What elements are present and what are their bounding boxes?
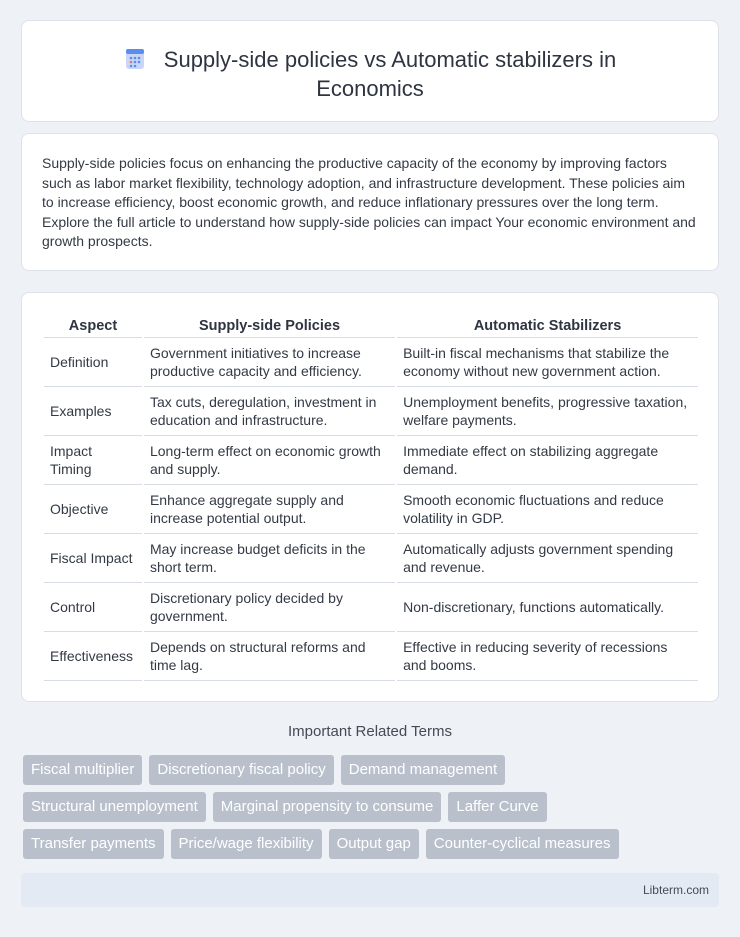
table-row [44, 485, 698, 534]
related-term-tag[interactable]: Transfer payments [23, 829, 164, 859]
row-stabilizers: Unemployment benefits, progressive taxation, welfare payments. [397, 387, 698, 436]
page-title [22, 45, 718, 103]
row-aspect: Definition [44, 338, 142, 387]
row-stabilizers: Effective in reducing severity of recessions and booms. [397, 632, 698, 681]
footer [21, 873, 719, 907]
row-aspect: Objective [44, 485, 142, 534]
table-row [44, 338, 698, 387]
table-row [44, 387, 698, 436]
related-term-tag[interactable]: Structural unemployment [23, 792, 206, 822]
row-aspect: Control [44, 583, 142, 632]
related-term-tag[interactable]: Laffer Curve [448, 792, 546, 822]
row-supply-side: May increase budget deficits in the short term. [144, 534, 395, 583]
related-term-tag[interactable]: Demand management [341, 755, 505, 785]
related-term-tag[interactable]: Counter-cyclical measures [426, 829, 619, 859]
header-automatic-stabilizers: Automatic Stabilizers [397, 314, 698, 338]
header-aspect: Aspect [44, 314, 142, 338]
document-icon [124, 48, 146, 70]
row-supply-side: Government initiatives to increase productive capacity and efficiency. [144, 338, 395, 387]
related-terms-title: Important Related Terms [288, 723, 452, 740]
footer-site-link[interactable]: Libterm.com [642, 883, 709, 897]
related-term-tag[interactable]: Marginal propensity to consume [213, 792, 442, 822]
header-supply-side: Supply-side Policies [144, 314, 395, 338]
tag-row [23, 792, 723, 822]
tag-row [23, 829, 723, 859]
row-stabilizers: Immediate effect on stabilizing aggregate demand. [397, 436, 698, 485]
related-term-tag[interactable]: Fiscal multiplier [23, 755, 142, 785]
row-stabilizers: Smooth economic fluctuations and reduce volatility in GDP. [397, 485, 698, 534]
table-row [44, 436, 698, 485]
related-term-tag[interactable]: Discretionary fiscal policy [149, 755, 333, 785]
row-supply-side: Discretionary policy decided by government. [144, 583, 395, 632]
row-stabilizers: Non-discretionary, functions automatically. [397, 583, 698, 632]
comparison-table [42, 314, 700, 681]
table-row [44, 583, 698, 632]
row-stabilizers: Automatically adjusts government spending and revenue. [397, 534, 698, 583]
related-terms-tags [23, 755, 723, 866]
row-supply-side: Tax cuts, deregulation, investment in education and infrastructure. [144, 387, 395, 436]
row-aspect: Examples [44, 387, 142, 436]
intro-text: Supply-side policies focus on enhancing the productive capacity of the economy by improving factors such as labor market flexibility, technology adoption, and infrastructure development. These policies aim to increase efficiency, boost economic growth, and reduce inflationary pressures over the long term. Explore the full article to understand how supply-side policies can impact Your economic environment and growth prospects. [42, 155, 696, 249]
row-supply-side: Long-term effect on economic growth and supply. [144, 436, 395, 485]
row-supply-side: Depends on structural reforms and time lag. [144, 632, 395, 681]
related-term-tag[interactable]: Price/wage flexibility [171, 829, 322, 859]
related-term-tag[interactable]: Output gap [329, 829, 419, 859]
table-row [44, 534, 698, 583]
table-header-row [44, 314, 698, 338]
intro-card [21, 133, 719, 271]
comparison-card [21, 292, 719, 702]
title-line-2: Economics [316, 76, 424, 101]
row-aspect: Fiscal Impact [44, 534, 142, 583]
row-aspect: Effectiveness [44, 632, 142, 681]
table-row [44, 632, 698, 681]
row-stabilizers: Built-in fiscal mechanisms that stabilize the economy without new government action. [397, 338, 698, 387]
header-card [21, 20, 719, 122]
row-supply-side: Enhance aggregate supply and increase potential output. [144, 485, 395, 534]
row-aspect: Impact Timing [44, 436, 142, 485]
tag-row [23, 755, 723, 785]
title-line-1: Supply-side policies vs Automatic stabilizers in [163, 47, 617, 72]
